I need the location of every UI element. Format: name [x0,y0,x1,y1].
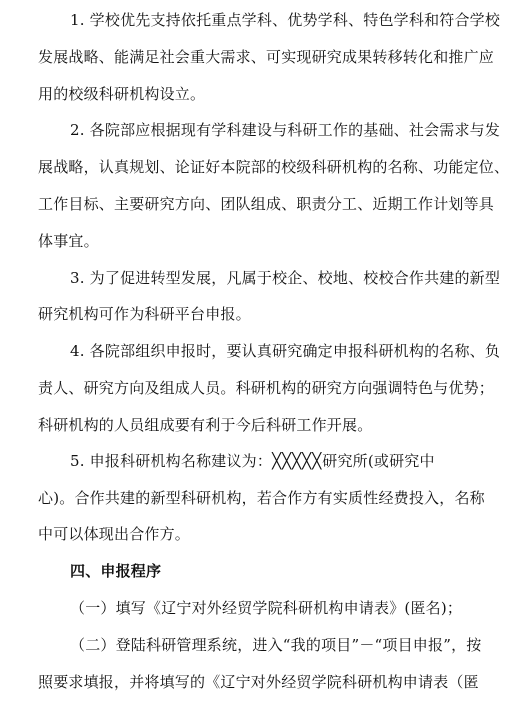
para3-line1: 3. 为了促进转型发展，凡属于校企、校地、校校合作共建的新型 [70,269,501,287]
para4-line2: 责人、研究方向及组成人员。科研机构的研究方向强调特色与优势； [38,379,495,397]
para5-prefix: 5. 申报科研机构名称建议为： [70,452,273,470]
para2-line3: 工作目标、主要研究方向、团队组成、职责分工、近期工作计划等具 [38,195,495,213]
section4-heading: 四、申报程序 [70,562,162,580]
para5-line1 [70,451,435,471]
para3-line2: 研究机构可作为科研平台申报。 [38,305,251,323]
step2-line1: （二）登陆科研管理系统，进入“我的项目”－“项目申报”，按 [70,636,482,654]
para2-line1: 2. 各院部应根据现有学科建设与科研工作的基础、社会需求与发 [70,121,501,139]
para2-line2: 展战略，认真规划、论证好本院部的校级科研机构的名称、功能定位、 [38,158,510,176]
para2-line4: 体事宜。 [38,232,99,250]
name-placeholder-crosses: ╳╳╳╳╳ [272,452,323,470]
para4-line3: 科研机构的人员组成要有利于今后科研工作开展。 [38,416,373,434]
step1-text: （一）填写《辽宁对外经贸学院科研机构申请表》(匿名)； [70,599,463,617]
para5-line3: 中可以体现出合作方。 [38,525,191,543]
step2-line2: 照要求填报，并将填写的《辽宁对外经贸学院科研机构申请表（匿 [38,673,479,691]
para4-line1: 4. 各院部组织申报时，要认真研究确定申报科研机构的名称、负 [70,342,501,360]
para1-line3: 用的校级科研机构设立。 [38,85,206,103]
para5-suffix: 研究所(或研究中 [322,452,435,470]
para1-line2: 发展战略、能满足社会重大需求、可实现研究成果转移转化和推广应 [38,48,495,66]
para5-line2: 心)。合作共建的新型科研机构，若合作方有实质性经费投入，名称 [38,489,485,507]
para1-line1: 1. 学校优先支持依托重点学科、优势学科、特色学科和符合学校 [70,11,501,29]
